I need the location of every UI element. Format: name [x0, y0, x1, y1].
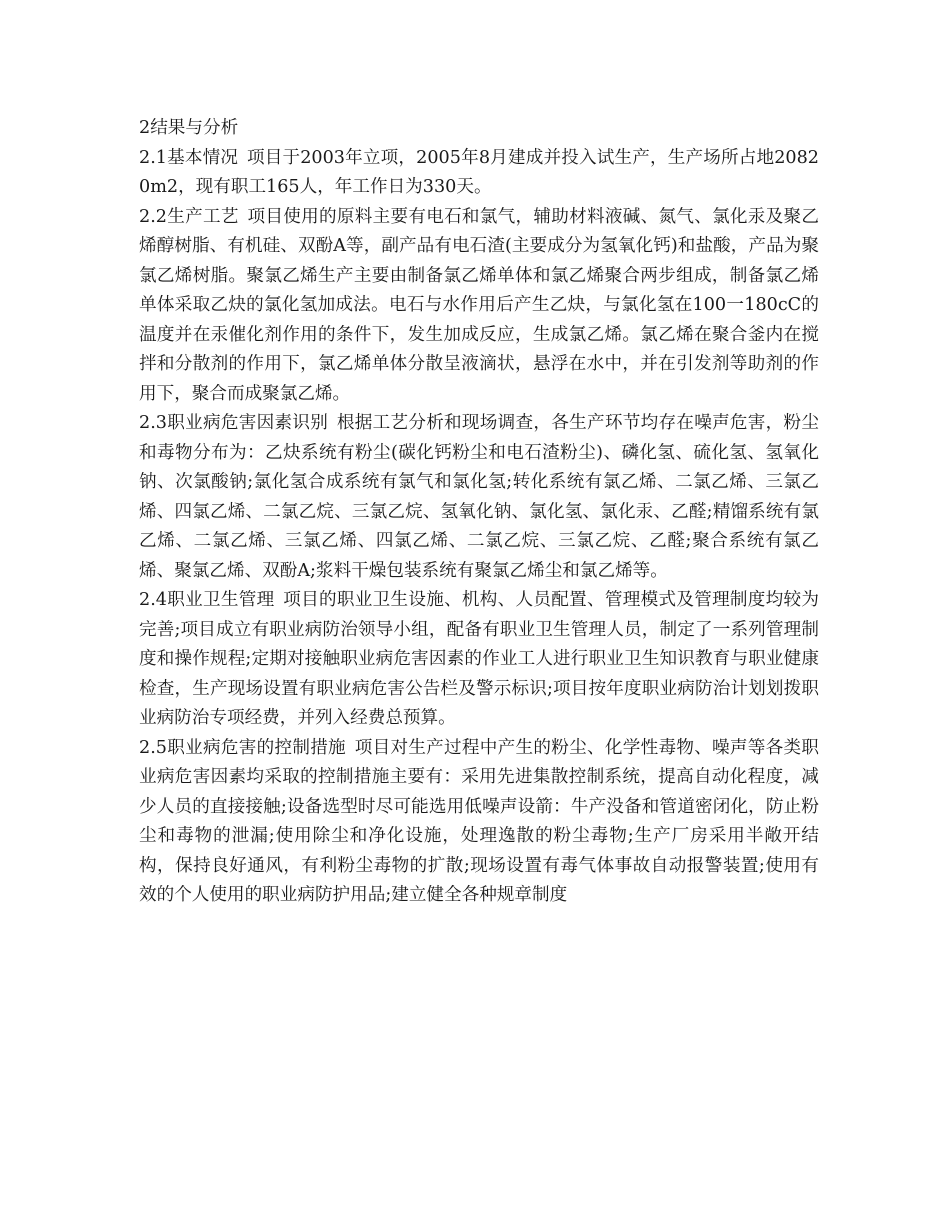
document-body	[139, 114, 819, 911]
paragraph-text: 根据工艺分析和现场调查，各生产环节均存在噪声危害，粉尘和毒物分布为：乙炔系统有粉尘(碳化钙粉尘和电石渣粉尘)、磷化氢、硫化氢、氢氧化钠、次氯酸钠;氯化氢合成系统有氯气和氯化氢;转化系统有氯乙烯、二氯乙烯、三氯乙烯、四氯乙烯、二氯乙烷、三氯乙烷、氢氧化钠、氯化氢、氯化汞、乙醛;精馏系统有氯乙烯、二氯乙烯、三氯乙烯、四氯乙烯、二氯乙烷、三氯乙烷、乙醛;聚合系统有氯乙烯、聚氯乙烯、双酚A;浆料干燥包装系统有聚氯乙烯尘和氯乙烯等。	[139, 413, 819, 581]
paragraph-control-measures	[139, 734, 819, 911]
paragraph-production-process	[139, 203, 819, 410]
section-title: 2结果与分析	[139, 118, 239, 138]
paragraph-heading: 2.2生产工艺	[139, 206, 239, 227]
paragraph-heading: 2.5职业病危害的控制措施	[139, 737, 346, 758]
paragraph-hazard-identification	[139, 409, 819, 586]
paragraph-text: 项目对生产过程中产生的粉尘、化学性毒物、噪声等各类职业病危害因素均采取的控制措施主要有：采用先进集散控制系统，提高自动化程度，减少人员的直接接触;设备选型时尽可能选用低噪声设箭：牛产没备和管道密闭化，防止粉尘和毒物的泄漏;使用除尘和净化设施，处理逸散的粉尘毒物;生产厂房采用半敞开结构，保持良好通风，有利粉尘毒物的扩散;现场设置有毒气体事故自动报警装置;使用有效的个人使用的职业病防护用品;建立健全各种规章制度	[139, 737, 819, 905]
paragraph-health-management	[139, 586, 819, 734]
paragraph-text: 项目使用的原料主要有电石和氯气，辅助材料液碱、氮气、氯化汞及聚乙烯醇树脂、有机硅、双酚A等，副产品有电石渣(主要成分为氢氧化钙)和盐酸，产品为聚氯乙烯树脂。聚氯乙烯生产主要由制备氯乙烯单体和氯乙烯聚合两步组成，制备氯乙烯单体采取乙炔的氯化氢加成法。电石与水作用后产生乙炔，与氯化氢在100一180cC的温度并在汞催化剂作用的条件下，发生加成反应，生成氯乙烯。氯乙烯在聚合釜内在搅拌和分散剂的作用下，氯乙烯单体分散呈液滴状，悬浮在水中，并在引发剂等助剂的作用下，聚合而成聚氯乙烯。	[139, 206, 819, 404]
paragraph-text: 项目于2003年立项，2005年8月建成并投入试生产，生产场所占地20820m2，现有职工165人，年工作日为330天。	[139, 147, 819, 197]
paragraph-heading: 2.1基本情况	[139, 147, 239, 168]
paragraph-text: 项目的职业卫生设施、机构、人员配置、管理模式及管理制度均较为完善;项目成立有职业病防治领导小组，配备有职业卫生管理人员，制定了一系列管理制度和操作规程;定期对接触职业病危害因素的作业工人进行职业卫生知识教育与职业健康检查，生产现场设置有职业病危害公告栏及警示标识;项目按年度职业病防治计划划拨职业病防治专项经费，并列入经费总预算。	[139, 590, 819, 728]
paragraph-basic-info	[139, 144, 819, 203]
paragraph-heading: 2.3职业病危害因素识别	[139, 413, 329, 433]
paragraph-heading: 2.4职业卫生管理	[139, 590, 275, 610]
